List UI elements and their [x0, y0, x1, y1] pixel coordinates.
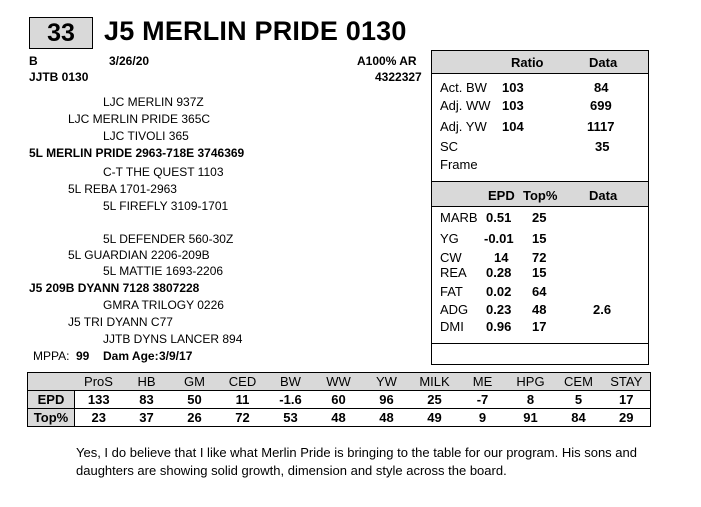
top-value: 48 — [315, 409, 363, 427]
carcass-epd: 14 — [494, 250, 509, 265]
pedigree-dd: J5 TRI DYANN C77 — [68, 315, 173, 329]
epd-value: 5 — [555, 391, 603, 409]
col-header: HB — [123, 373, 171, 391]
carcass-top: 15 — [532, 265, 547, 280]
top-row — [28, 409, 651, 427]
top-value: 53 — [267, 409, 315, 427]
pedigree-sds: C-T THE QUEST 1103 — [103, 165, 224, 179]
perf-label: Act. BW — [440, 80, 487, 95]
col-header: STAY — [603, 373, 651, 391]
epd-table — [27, 372, 651, 427]
pedigree-ssd: LJC TIVOLI 365 — [103, 129, 189, 143]
perf-data: 1117 — [587, 119, 615, 134]
carcass-epd: -0.01 — [484, 231, 514, 246]
perf-ratio: 104 — [502, 119, 524, 134]
pedigree-dsd: 5L MATTIE 1693-2206 — [103, 264, 224, 278]
epd-value: 133 — [75, 391, 123, 409]
top-value: 23 — [75, 409, 123, 427]
pedigree-sire: 5L MERLIN PRIDE 2963-718E 3746369 — [29, 146, 245, 160]
pedigree-ss: LJC MERLIN PRIDE 365C — [68, 112, 211, 126]
top-value: 26 — [171, 409, 219, 427]
dam-age-value: 3/9/17 — [159, 349, 193, 363]
pedigree-ddd: JJTB DYNS LANCER 894 — [103, 332, 243, 346]
col-header: YW — [363, 373, 411, 391]
carcass-top: 25 — [532, 210, 547, 225]
carcass-label: DMI — [440, 319, 464, 334]
pedigree-sss: LJC MERLIN 937Z — [103, 95, 204, 109]
carcass-label: FAT — [440, 284, 463, 299]
carcass-label: CW — [440, 250, 462, 265]
col-header: CEM — [555, 373, 603, 391]
carcass-data: 2.6 — [593, 302, 612, 317]
pedigree-sd: 5L REBA 1701-2963 — [68, 182, 177, 196]
corner-cell — [28, 373, 75, 391]
epd-value: 60 — [315, 391, 363, 409]
sex: B — [29, 54, 38, 68]
perf-ratio: 103 — [502, 80, 524, 95]
epd-table-header — [28, 373, 651, 391]
epd-value: 25 — [411, 391, 459, 409]
top-value: 9 — [459, 409, 507, 427]
pedigree-sdd: 5L FIREFLY 3109-1701 — [103, 199, 229, 213]
carcass-top: 15 — [532, 231, 547, 246]
perf-label: Adj. WW — [440, 98, 491, 113]
top-value: 84 — [555, 409, 603, 427]
lot-number: 33 — [29, 17, 93, 49]
pedigree-ds: 5L GUARDIAN 2206-209B — [68, 248, 210, 262]
ratio-header: Ratio — [511, 55, 544, 70]
col-header: CED — [219, 373, 267, 391]
top-value: 37 — [123, 409, 171, 427]
perf-label: Adj. YW — [440, 119, 487, 134]
registration-number: 4322327 — [375, 70, 422, 84]
perf-data: 699 — [590, 98, 612, 113]
col-header: GM — [171, 373, 219, 391]
top-value: 49 — [411, 409, 459, 427]
pedigree-dds: GMRA TRILOGY 0226 — [103, 298, 224, 312]
epd-value: 11 — [219, 391, 267, 409]
carcass-data-header: Data — [589, 188, 618, 203]
carcass-label: YG — [440, 231, 459, 246]
tattoo: JJTB 0130 — [29, 70, 89, 84]
epd-value: 8 — [507, 391, 555, 409]
pedigree-dam: J5 209B DYANN 7128 3807228 — [29, 281, 200, 295]
epd-value: 83 — [123, 391, 171, 409]
col-header: ProS — [75, 373, 123, 391]
carcass-label: REA — [440, 265, 467, 280]
epd-value: -7 — [459, 391, 507, 409]
carcass-label: ADG — [440, 302, 469, 317]
carcass-top: 64 — [532, 284, 547, 299]
carcass-epd: 0.96 — [486, 319, 512, 334]
registration-type: A100% AR — [357, 54, 417, 68]
performance-panel — [431, 50, 649, 365]
col-header: MILK — [411, 373, 459, 391]
epd-value: 17 — [603, 391, 651, 409]
perf-ratio: 103 — [502, 98, 524, 113]
data-header: Data — [589, 55, 618, 70]
perf-label: SC — [440, 139, 459, 154]
animal-name: J5 MERLIN PRIDE 0130 — [104, 16, 407, 46]
epd-value: -1.6 — [267, 391, 315, 409]
mppa-label: MPPA: — [33, 349, 70, 363]
epd-value: 50 — [171, 391, 219, 409]
perf-label: Frame — [440, 157, 478, 172]
perf-data: 35 — [595, 139, 610, 154]
carcass-epd: 0.23 — [486, 302, 512, 317]
comment-text: Yes, I do believe that I like what Merlin Pride is bringing to the table for our program. His sons and daughters are showing solid growth, dimension and style across the board. — [76, 445, 637, 478]
col-header: ME — [459, 373, 507, 391]
top-value: 91 — [507, 409, 555, 427]
top-value: 29 — [603, 409, 651, 427]
carcass-epd: 0.51 — [486, 210, 512, 225]
perf-data: 84 — [594, 80, 609, 95]
epd-row — [28, 391, 651, 409]
top-row-label: Top% — [28, 409, 75, 427]
col-header: HPG — [507, 373, 555, 391]
birth-date: 3/26/20 — [109, 54, 150, 68]
carcass-epd: 0.28 — [486, 265, 512, 280]
epd-row-label: EPD — [28, 391, 75, 409]
mppa-value: 99 — [76, 349, 90, 363]
pedigree-dss: 5L DEFENDER 560-30Z — [103, 232, 234, 246]
top-value: 72 — [219, 409, 267, 427]
top-header: Top% — [523, 188, 558, 203]
carcass-top: 17 — [532, 319, 547, 334]
top-value: 48 — [363, 409, 411, 427]
carcass-top: 48 — [532, 302, 547, 317]
epd-header: EPD — [488, 188, 515, 203]
col-header: WW — [315, 373, 363, 391]
carcass-label: MARB — [440, 210, 478, 225]
col-header: BW — [267, 373, 315, 391]
carcass-epd: 0.02 — [486, 284, 512, 299]
dam-age-label: Dam Age: — [103, 349, 159, 363]
epd-value: 96 — [363, 391, 411, 409]
carcass-top: 72 — [532, 250, 547, 265]
